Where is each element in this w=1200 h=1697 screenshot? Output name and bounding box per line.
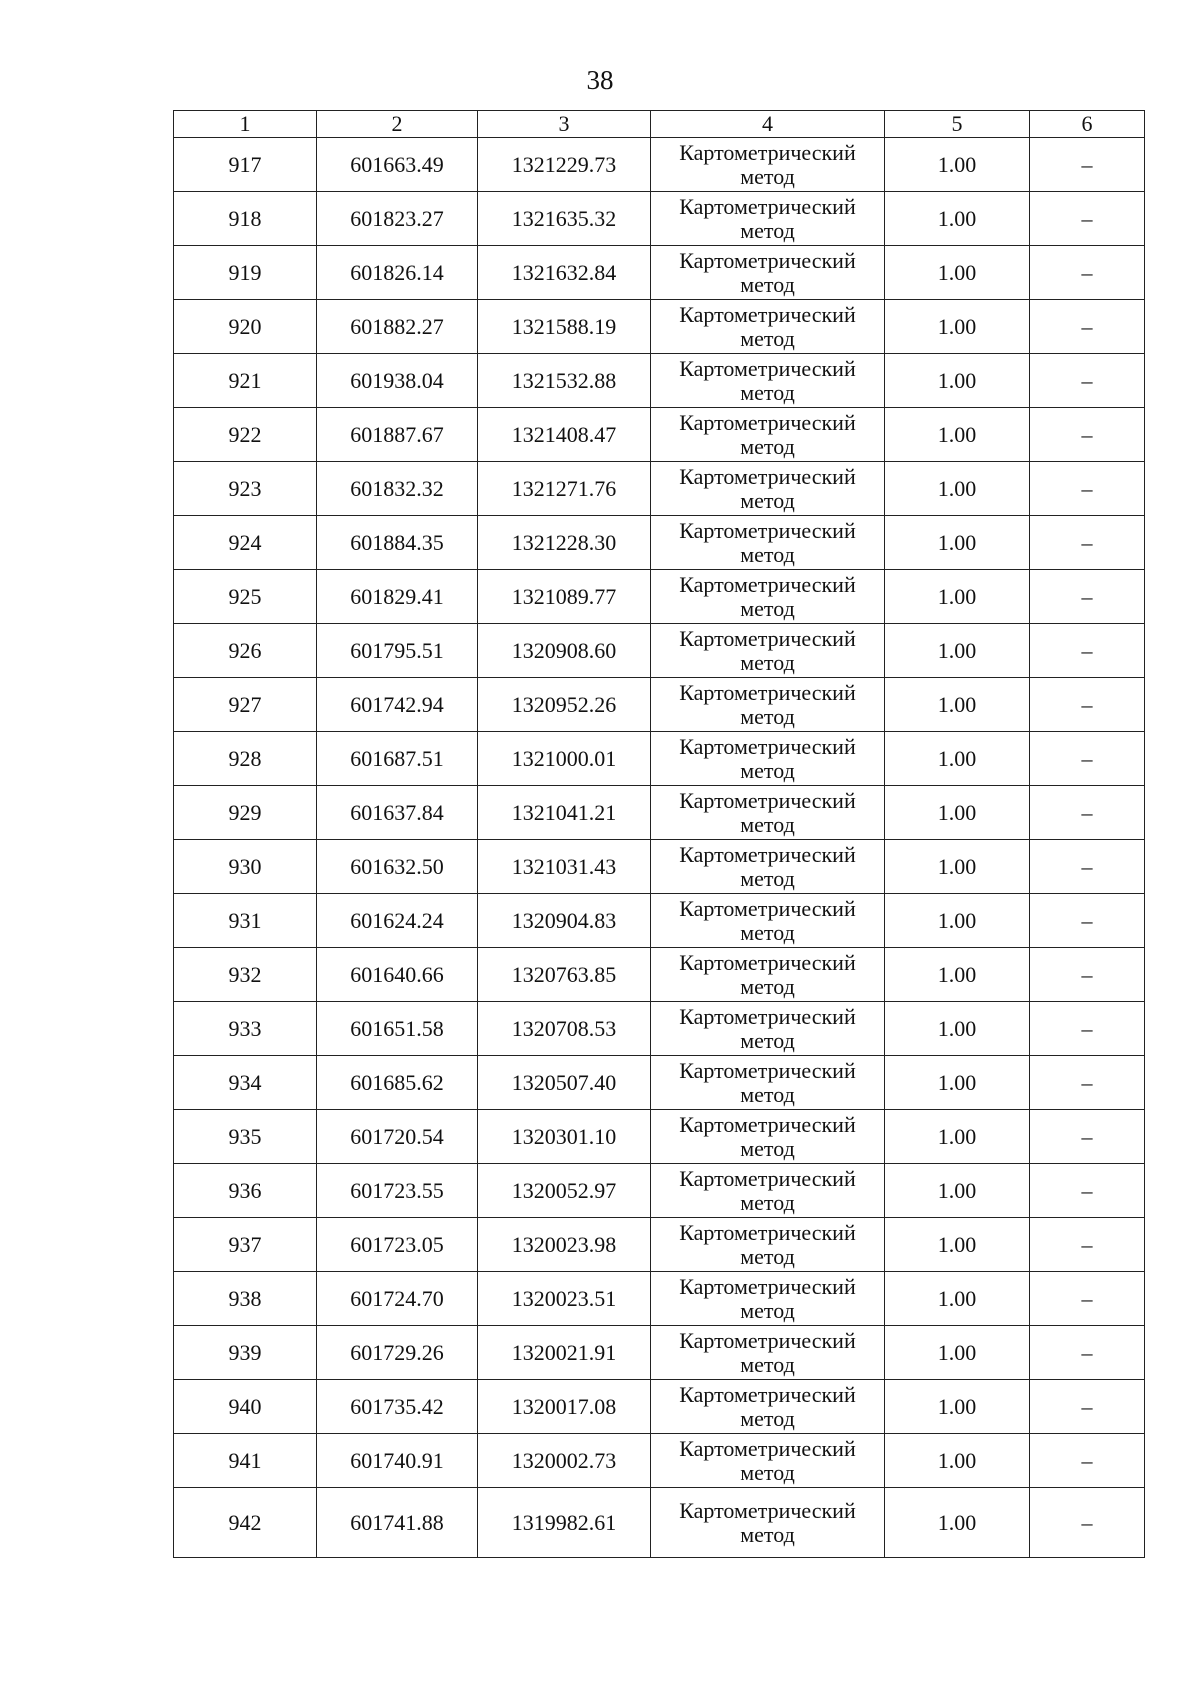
- method-label-line2: метод: [740, 1027, 795, 1053]
- x-coordinate-cell: 601832.32: [317, 462, 478, 516]
- y-coordinate-cell: 1321228.30: [478, 516, 651, 570]
- method-label-line1: Картометрический: [679, 1435, 856, 1461]
- point-number-cell: 918: [174, 192, 317, 246]
- accuracy-cell: 1.00: [885, 138, 1030, 192]
- y-coordinate-cell: 1320023.98: [478, 1218, 651, 1272]
- point-number-cell: 940: [174, 1380, 317, 1434]
- accuracy-cell: 1.00: [885, 1002, 1030, 1056]
- method-label-line1: Картометрический: [679, 625, 856, 651]
- note-cell: –: [1030, 678, 1145, 732]
- method-label-line1: Картометрический: [679, 193, 856, 219]
- page-number: 38: [586, 65, 614, 95]
- x-coordinate-cell: 601884.35: [317, 516, 478, 570]
- accuracy-cell: 1.00: [885, 570, 1030, 624]
- method-label-line2: метод: [740, 325, 795, 351]
- y-coordinate-cell: 1320017.08: [478, 1380, 651, 1434]
- method-cell: [651, 678, 885, 732]
- table-row: [174, 1002, 1145, 1056]
- method-label-line2: метод: [740, 1243, 795, 1269]
- y-coordinate-cell: 1319982.61: [478, 1488, 651, 1558]
- accuracy-cell: 1.00: [885, 678, 1030, 732]
- method-label-line2: метод: [740, 487, 795, 513]
- x-coordinate-cell: 601640.66: [317, 948, 478, 1002]
- accuracy-cell: 1.00: [885, 894, 1030, 948]
- x-coordinate-cell: 601742.94: [317, 678, 478, 732]
- point-number-cell: 933: [174, 1002, 317, 1056]
- note-cell: –: [1030, 1380, 1145, 1434]
- x-coordinate-cell: 601723.55: [317, 1164, 478, 1218]
- method-cell: [651, 516, 885, 570]
- table-row: [174, 1164, 1145, 1218]
- method-label-line1: Картометрический: [679, 463, 856, 489]
- accuracy-cell: 1.00: [885, 1164, 1030, 1218]
- table-row: [174, 1434, 1145, 1488]
- note-cell: –: [1030, 786, 1145, 840]
- x-coordinate-cell: 601624.24: [317, 894, 478, 948]
- x-coordinate-cell: 601938.04: [317, 354, 478, 408]
- method-label-line2: метод: [740, 433, 795, 459]
- column-header: 3: [478, 111, 651, 138]
- method-label-line1: Картометрический: [679, 787, 856, 813]
- point-number-cell: 923: [174, 462, 317, 516]
- method-cell: [651, 354, 885, 408]
- y-coordinate-cell: 1320052.97: [478, 1164, 651, 1218]
- method-label-line2: метод: [740, 865, 795, 891]
- x-coordinate-cell: 601887.67: [317, 408, 478, 462]
- point-number-cell: 928: [174, 732, 317, 786]
- method-label-line1: Картометрический: [679, 949, 856, 975]
- accuracy-cell: 1.00: [885, 192, 1030, 246]
- note-cell: –: [1030, 1218, 1145, 1272]
- y-coordinate-cell: 1320708.53: [478, 1002, 651, 1056]
- note-cell: –: [1030, 1002, 1145, 1056]
- method-label-line2: метод: [740, 703, 795, 729]
- x-coordinate-cell: 601724.70: [317, 1272, 478, 1326]
- coordinates-table: [173, 110, 1145, 1558]
- method-cell: [651, 1434, 885, 1488]
- accuracy-cell: 1.00: [885, 246, 1030, 300]
- accuracy-cell: 1.00: [885, 462, 1030, 516]
- table-row: [174, 570, 1145, 624]
- method-cell: [651, 894, 885, 948]
- accuracy-cell: 1.00: [885, 1380, 1030, 1434]
- y-coordinate-cell: 1320908.60: [478, 624, 651, 678]
- y-coordinate-cell: 1321408.47: [478, 408, 651, 462]
- method-label-line2: метод: [740, 649, 795, 675]
- x-coordinate-cell: 601823.27: [317, 192, 478, 246]
- method-cell: [651, 192, 885, 246]
- method-label-line1: Картометрический: [679, 1165, 856, 1191]
- note-cell: –: [1030, 1434, 1145, 1488]
- accuracy-cell: 1.00: [885, 732, 1030, 786]
- method-label-line2: метод: [740, 1459, 795, 1485]
- x-coordinate-cell: 601687.51: [317, 732, 478, 786]
- method-cell: [651, 840, 885, 894]
- method-label-line1: Картометрический: [679, 679, 856, 705]
- x-coordinate-cell: 601723.05: [317, 1218, 478, 1272]
- table-row: [174, 354, 1145, 408]
- method-label-line2: метод: [740, 919, 795, 945]
- point-number-cell: 932: [174, 948, 317, 1002]
- note-cell: –: [1030, 1326, 1145, 1380]
- note-cell: –: [1030, 570, 1145, 624]
- point-number-cell: 924: [174, 516, 317, 570]
- x-coordinate-cell: 601637.84: [317, 786, 478, 840]
- point-number-cell: 927: [174, 678, 317, 732]
- table-row: [174, 1056, 1145, 1110]
- accuracy-cell: 1.00: [885, 1218, 1030, 1272]
- x-coordinate-cell: 601663.49: [317, 138, 478, 192]
- y-coordinate-cell: 1320507.40: [478, 1056, 651, 1110]
- table-row: [174, 948, 1145, 1002]
- note-cell: –: [1030, 948, 1145, 1002]
- note-cell: –: [1030, 894, 1145, 948]
- x-coordinate-cell: 601729.26: [317, 1326, 478, 1380]
- x-coordinate-cell: 601741.88: [317, 1488, 478, 1558]
- method-label-line2: метод: [740, 1351, 795, 1377]
- method-label-line2: метод: [740, 541, 795, 567]
- method-label-line2: метод: [740, 1405, 795, 1431]
- method-label-line1: Картометрический: [679, 1497, 856, 1523]
- x-coordinate-cell: 601632.50: [317, 840, 478, 894]
- column-header: 6: [1030, 111, 1145, 138]
- header-row: [174, 111, 1145, 138]
- method-label-line2: метод: [740, 973, 795, 999]
- method-cell: [651, 1110, 885, 1164]
- y-coordinate-cell: 1321000.01: [478, 732, 651, 786]
- point-number-cell: 939: [174, 1326, 317, 1380]
- y-coordinate-cell: 1321588.19: [478, 300, 651, 354]
- method-cell: [651, 300, 885, 354]
- method-cell: [651, 408, 885, 462]
- point-number-cell: 941: [174, 1434, 317, 1488]
- method-label-line2: метод: [740, 163, 795, 189]
- y-coordinate-cell: 1321271.76: [478, 462, 651, 516]
- method-cell: [651, 1056, 885, 1110]
- point-number-cell: 931: [174, 894, 317, 948]
- point-number-cell: 925: [174, 570, 317, 624]
- method-label-line1: Картометрический: [679, 895, 856, 921]
- y-coordinate-cell: 1321632.84: [478, 246, 651, 300]
- x-coordinate-cell: 601720.54: [317, 1110, 478, 1164]
- method-cell: [651, 624, 885, 678]
- accuracy-cell: 1.00: [885, 300, 1030, 354]
- accuracy-cell: 1.00: [885, 624, 1030, 678]
- table-row: [174, 786, 1145, 840]
- point-number-cell: 921: [174, 354, 317, 408]
- point-number-cell: 934: [174, 1056, 317, 1110]
- point-number-cell: 937: [174, 1218, 317, 1272]
- table-row: [174, 408, 1145, 462]
- method-cell: [651, 1488, 885, 1558]
- method-label-line1: Картометрический: [679, 355, 856, 381]
- y-coordinate-cell: 1321635.32: [478, 192, 651, 246]
- table-body: [174, 138, 1145, 1558]
- method-label-line1: Картометрический: [679, 1273, 856, 1299]
- point-number-cell: 935: [174, 1110, 317, 1164]
- point-number-cell: 930: [174, 840, 317, 894]
- method-label-line2: метод: [740, 217, 795, 243]
- method-cell: [651, 1218, 885, 1272]
- table-row: [174, 894, 1145, 948]
- accuracy-cell: 1.00: [885, 1110, 1030, 1164]
- table-row: [174, 1218, 1145, 1272]
- method-label-line1: Картометрический: [679, 1057, 856, 1083]
- accuracy-cell: 1.00: [885, 1326, 1030, 1380]
- point-number-cell: 920: [174, 300, 317, 354]
- method-label-line2: метод: [740, 1297, 795, 1323]
- y-coordinate-cell: 1320904.83: [478, 894, 651, 948]
- table-row: [174, 1110, 1145, 1164]
- method-cell: [651, 786, 885, 840]
- table-row: [174, 192, 1145, 246]
- note-cell: –: [1030, 1110, 1145, 1164]
- y-coordinate-cell: 1321041.21: [478, 786, 651, 840]
- method-label-line1: Картометрический: [679, 409, 856, 435]
- method-label-line2: метод: [740, 379, 795, 405]
- accuracy-cell: 1.00: [885, 948, 1030, 1002]
- point-number-cell: 926: [174, 624, 317, 678]
- note-cell: –: [1030, 1272, 1145, 1326]
- table-row: [174, 732, 1145, 786]
- table-row: [174, 462, 1145, 516]
- table-row: [174, 300, 1145, 354]
- x-coordinate-cell: 601882.27: [317, 300, 478, 354]
- y-coordinate-cell: 1320023.51: [478, 1272, 651, 1326]
- y-coordinate-cell: 1320002.73: [478, 1434, 651, 1488]
- method-label-line1: Картометрический: [679, 1003, 856, 1029]
- accuracy-cell: 1.00: [885, 786, 1030, 840]
- y-coordinate-cell: 1321031.43: [478, 840, 651, 894]
- y-coordinate-cell: 1320301.10: [478, 1110, 651, 1164]
- accuracy-cell: 1.00: [885, 1056, 1030, 1110]
- point-number-cell: 936: [174, 1164, 317, 1218]
- accuracy-cell: 1.00: [885, 840, 1030, 894]
- x-coordinate-cell: 601740.91: [317, 1434, 478, 1488]
- x-coordinate-cell: 601829.41: [317, 570, 478, 624]
- method-cell: [651, 1380, 885, 1434]
- note-cell: –: [1030, 516, 1145, 570]
- note-cell: –: [1030, 1488, 1145, 1558]
- method-label-line1: Картометрический: [679, 139, 856, 165]
- method-label-line1: Картометрический: [679, 1327, 856, 1353]
- method-label-line2: метод: [740, 757, 795, 783]
- method-label-line1: Картометрический: [679, 301, 856, 327]
- point-number-cell: 942: [174, 1488, 317, 1558]
- table-row: [174, 516, 1145, 570]
- method-cell: [651, 138, 885, 192]
- note-cell: –: [1030, 354, 1145, 408]
- method-cell: [651, 570, 885, 624]
- column-header: 5: [885, 111, 1030, 138]
- method-label-line2: метод: [740, 271, 795, 297]
- point-number-cell: 922: [174, 408, 317, 462]
- table-row: [174, 1272, 1145, 1326]
- method-label-line2: метод: [740, 1189, 795, 1215]
- y-coordinate-cell: 1321229.73: [478, 138, 651, 192]
- point-number-cell: 917: [174, 138, 317, 192]
- method-label-line1: Картометрический: [679, 571, 856, 597]
- column-header: 4: [651, 111, 885, 138]
- table-row: [174, 624, 1145, 678]
- column-header: 2: [317, 111, 478, 138]
- note-cell: –: [1030, 300, 1145, 354]
- table-row: [174, 840, 1145, 894]
- method-cell: [651, 1326, 885, 1380]
- point-number-cell: 919: [174, 246, 317, 300]
- accuracy-cell: 1.00: [885, 1272, 1030, 1326]
- point-number-cell: 929: [174, 786, 317, 840]
- x-coordinate-cell: 601685.62: [317, 1056, 478, 1110]
- table-row: [174, 138, 1145, 192]
- method-label-line2: метод: [740, 1521, 795, 1547]
- note-cell: –: [1030, 732, 1145, 786]
- method-cell: [651, 246, 885, 300]
- table-row: [174, 1380, 1145, 1434]
- y-coordinate-cell: 1321532.88: [478, 354, 651, 408]
- y-coordinate-cell: 1320763.85: [478, 948, 651, 1002]
- method-cell: [651, 1272, 885, 1326]
- table-header: [174, 111, 1145, 138]
- method-label-line1: Картометрический: [679, 1219, 856, 1245]
- y-coordinate-cell: 1320952.26: [478, 678, 651, 732]
- table-row: [174, 678, 1145, 732]
- column-header: 1: [174, 111, 317, 138]
- note-cell: –: [1030, 192, 1145, 246]
- y-coordinate-cell: 1320021.91: [478, 1326, 651, 1380]
- accuracy-cell: 1.00: [885, 516, 1030, 570]
- x-coordinate-cell: 601826.14: [317, 246, 478, 300]
- method-label-line1: Картометрический: [679, 1381, 856, 1407]
- method-label-line1: Картометрический: [679, 733, 856, 759]
- method-label-line2: метод: [740, 1135, 795, 1161]
- method-label-line1: Картометрический: [679, 841, 856, 867]
- x-coordinate-cell: 601795.51: [317, 624, 478, 678]
- method-label-line1: Картометрический: [679, 1111, 856, 1137]
- method-label-line1: Картометрический: [679, 247, 856, 273]
- note-cell: –: [1030, 462, 1145, 516]
- method-cell: [651, 1002, 885, 1056]
- note-cell: –: [1030, 138, 1145, 192]
- method-label-line1: Картометрический: [679, 517, 856, 543]
- method-cell: [651, 948, 885, 1002]
- method-label-line2: метод: [740, 595, 795, 621]
- accuracy-cell: 1.00: [885, 354, 1030, 408]
- method-label-line2: метод: [740, 811, 795, 837]
- note-cell: –: [1030, 408, 1145, 462]
- method-cell: [651, 462, 885, 516]
- accuracy-cell: 1.00: [885, 1434, 1030, 1488]
- x-coordinate-cell: 601651.58: [317, 1002, 478, 1056]
- table-row: [174, 1488, 1145, 1558]
- point-number-cell: 938: [174, 1272, 317, 1326]
- table-row: [174, 1326, 1145, 1380]
- note-cell: –: [1030, 840, 1145, 894]
- x-coordinate-cell: 601735.42: [317, 1380, 478, 1434]
- table-row: [174, 246, 1145, 300]
- accuracy-cell: 1.00: [885, 1488, 1030, 1558]
- y-coordinate-cell: 1321089.77: [478, 570, 651, 624]
- method-cell: [651, 732, 885, 786]
- note-cell: –: [1030, 624, 1145, 678]
- note-cell: –: [1030, 1164, 1145, 1218]
- accuracy-cell: 1.00: [885, 408, 1030, 462]
- method-cell: [651, 1164, 885, 1218]
- note-cell: –: [1030, 1056, 1145, 1110]
- note-cell: –: [1030, 246, 1145, 300]
- method-label-line2: метод: [740, 1081, 795, 1107]
